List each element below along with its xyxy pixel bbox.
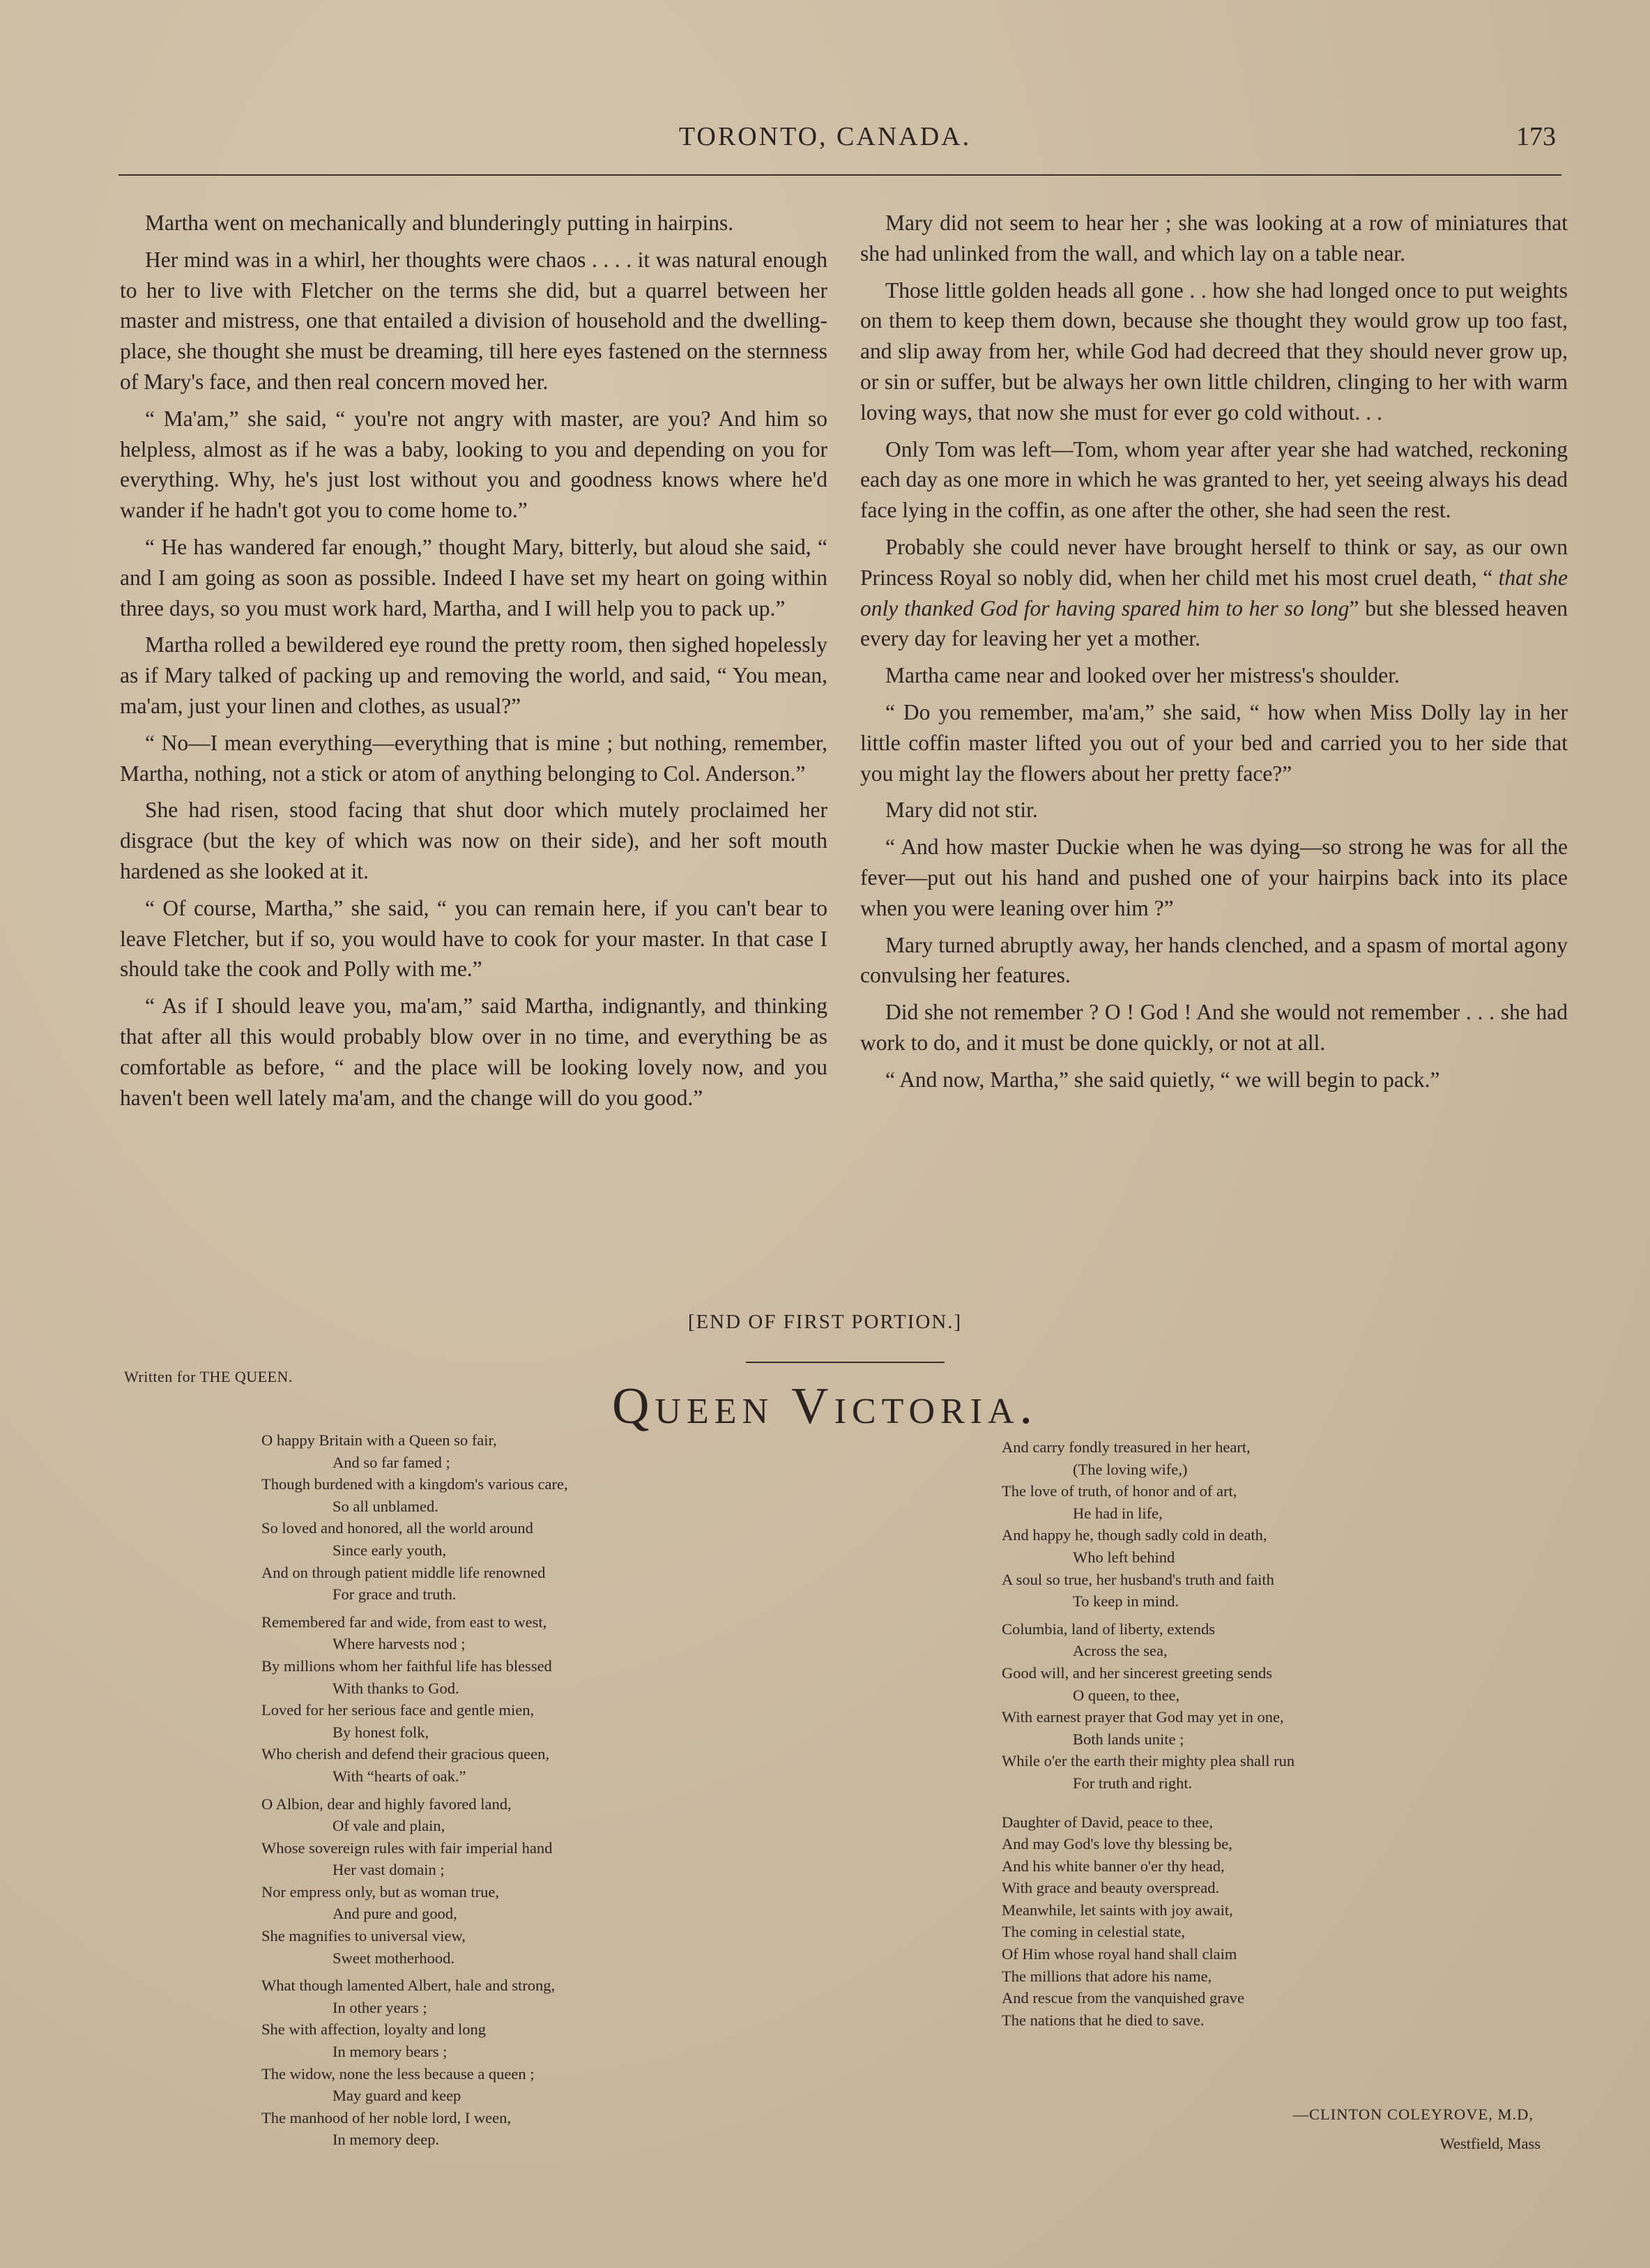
poem-line: With “hearts of oak.” <box>333 1767 466 1785</box>
header-rule <box>119 174 1561 176</box>
poem-line: The manhood of her noble lord, I ween, <box>261 2108 512 2126</box>
poem-line: While o'er the earth their mighty plea shall run <box>1002 1752 1295 1770</box>
story-paragraph: Did she not remember ? O ! God ! And she would not remember . . . she had work to do, and it must be done quickly, or not at all. <box>860 1000 1568 1055</box>
italic-quote: that she only thanked God for having spared him to her so long <box>860 565 1568 621</box>
poem-line: With grace and beauty overspread. <box>1002 1879 1220 1897</box>
poem-line: What though lamented Albert, hale and strong, <box>261 1977 556 1995</box>
poem-line: The coming in celestial state, <box>1002 1923 1186 1941</box>
poem-stanza <box>261 1793 749 1970</box>
poem-line: For truth and right. <box>1073 1774 1193 1792</box>
running-head <box>0 119 1650 160</box>
poem-stanza <box>1002 1618 1490 1795</box>
poem-line: Whose sovereign rules with fair imperial hand <box>261 1839 553 1857</box>
poem-line: And may God's love thy blessing be, <box>1002 1835 1232 1853</box>
story-paragraph: Martha rolled a bewildered eye round the pretty room, then sighed hopelessly as if Mary talked of packing up and removing the world, and said, “ You mean, ma'am, just your linen and clothes, as usual?” <box>120 632 827 718</box>
poem-line: The love of truth, of honor and of art, <box>1002 1482 1237 1500</box>
poem-line: Remembered far and wide, from east to west, <box>261 1613 547 1631</box>
poem-line: O happy Britain with a Queen so fair, <box>261 1431 497 1449</box>
poem-stanza <box>1002 1811 1490 2032</box>
poem-line: And rescue from the vanquished grave <box>1002 1989 1245 2007</box>
poem-line: And so far famed ; <box>333 1453 450 1471</box>
poem-line: So loved and honored, all the world around <box>261 1519 533 1537</box>
end-of-portion-mark: [END OF FIRST PORTION.] <box>687 1311 963 1333</box>
poem-line: In memory deep. <box>333 2131 440 2149</box>
poem-line: And pure and good, <box>333 1905 457 1923</box>
story-paragraph: “ He has wandered far enough,” thought Mary, bitterly, but aloud she said, “ and I am going as soon as possible. Indeed I have set my heart on going within three days, so you must work hard, Martha, and I will help you to pack up.” <box>120 534 827 621</box>
poem-line: Meanwhile, let saints with joy await, <box>1002 1901 1233 1919</box>
story-paragraph: Her mind was in a whirl, her thoughts were chaos . . . . it was natural enough to her to live with Fletcher on the terms she did, but a quarrel between her master and mistress, one that entailed a division of household and the dwelling-place, she thought she must be dreaming, till here eyes fastened on the sternness of Mary's face, and then real concern moved her. <box>120 247 827 394</box>
author-place: Westfield, Mass <box>1439 2135 1541 2152</box>
poem-line: The widow, none the less because a queen ; <box>261 2064 535 2083</box>
poem-line: She magnifies to universal view, <box>261 1927 466 1945</box>
poem-line: Who cherish and defend their gracious queen, <box>261 1745 549 1763</box>
poem-line: To keep in mind. <box>1073 1592 1179 1611</box>
poem-right-column <box>1002 1436 1490 2037</box>
page-number: 173 <box>1516 122 1556 151</box>
poem-line: And carry fondly treasured in her heart, <box>1002 1438 1251 1456</box>
story-paragraph: Mary did not seem to hear her ; she was looking at a row of miniatures that she had unlinked from the wall, and which lay on a table near. <box>860 211 1568 266</box>
poem-line: In other years ; <box>333 1998 427 2016</box>
poem-line: The millions that adore his name, <box>1002 1967 1212 1985</box>
poem-line: So all unblamed. <box>333 1497 438 1515</box>
poem-line: She with affection, loyalty and long <box>261 2020 487 2039</box>
story-paragraph: “ And now, Martha,” she said quietly, “ we will begin to pack.” <box>885 1067 1440 1092</box>
author-name: —CLINTON COLEYROVE, M.D, <box>1292 2106 1534 2123</box>
poem-line: A soul so true, her husband's truth and faith <box>1002 1570 1274 1588</box>
poem-line: With thanks to God. <box>333 1679 459 1697</box>
story-paragraph: Martha went on mechanically and blunderingly putting in hairpins. <box>145 211 734 235</box>
poem-line: Her vast domain ; <box>333 1861 445 1879</box>
poem-title: Queen Victoria. <box>611 1378 1039 1435</box>
poem-line: Though burdened with a kingdom's various care, <box>261 1475 568 1493</box>
story-paragraph: “ Ma'am,” she said, “ you're not angry with master, are you? And him so helpless, almost as if he was a baby, looking to you and depending on you for everything. Why, he's just lost without you and goodness knows where he'd wander if he hadn't got you to come home to.” <box>120 406 827 523</box>
section-divider <box>746 1362 945 1363</box>
story-paragraph: Mary turned abruptly away, her hands clenched, and a spasm of mortal agony convulsing her features. <box>860 932 1568 988</box>
story-left-column <box>120 208 827 1119</box>
story-paragraph: “ Do you remember, ma'am,” she said, “ how when Miss Dolly lay in her little coffin master lifted you out of your bed and carried you to her side that you might lay the flowers about her pretty face?” <box>860 699 1568 786</box>
poem-line: He had in life, <box>1073 1504 1163 1522</box>
poem-line: By honest folk, <box>333 1723 429 1741</box>
poem-line: And on through patient middle life renowned <box>261 1563 546 1581</box>
poem-stanza <box>1002 1436 1490 1613</box>
poem-line: Nor empress only, but as woman true, <box>261 1882 499 1901</box>
running-head-title: TORONTO, CANADA. <box>678 122 972 151</box>
story-paragraph: “ No—I mean everything—everything that is mine ; but nothing, remember, Martha, nothing, not a stick or atom of anything belonging to Col. Anderson.” <box>120 730 827 786</box>
story-paragraph: Mary did not stir. <box>885 798 1038 823</box>
poem-line: May guard and keep <box>333 2087 461 2105</box>
poem-line: By millions whom her faithful life has blessed <box>261 1657 552 1675</box>
poem-line: Both lands unite ; <box>1073 1730 1184 1748</box>
poem-line: Where harvests nod ; <box>333 1635 466 1653</box>
story-paragraph: Only Tom was left—Tom, whom year after year she had watched, reckoning each day as one more in which he was granted to her, yet seeing always his dead face lying in the coffin, as one after the other, she had seen the rest. <box>860 436 1568 523</box>
poem-stanza <box>261 1974 749 2151</box>
story-section <box>120 208 1570 1351</box>
poem-line: With earnest prayer that God may yet in one, <box>1002 1708 1284 1726</box>
story-paragraph: “ Of course, Martha,” she said, “ you can remain here, if you can't bear to leave Fletcher, but if so, you would have to cook for your master. In that case I should take the cook and Polly with me.” <box>120 895 827 982</box>
poem-line: Loved for her serious face and gentle mien, <box>261 1701 535 1719</box>
poem-line: The nations that he died to save. <box>1002 2011 1205 2029</box>
poem-line: For grace and truth. <box>333 1585 457 1604</box>
poem-line: And happy he, though sadly cold in death, <box>1002 1526 1267 1544</box>
poem-left-column <box>261 1429 749 2156</box>
story-paragraph: Those little golden heads all gone . . how she had longed once to put weights on them to keep them down, because she thought they would grow up too fast, and slip away from her, while God had decreed that they should never grow up, or sin or suffer, but be always her own little children, clinging to her with warm loving ways, that now she must for ever go cold without. . . <box>860 277 1568 425</box>
poem-line: Of Him whose royal hand shall claim <box>1002 1945 1237 1963</box>
poem-line: Good will, and her sincerest greeting sends <box>1002 1664 1273 1682</box>
paragraph-text: Probably she could never have brought herself to think or say, as our own Princess Royal so nobly did, when her child met his most cruel death, “ <box>860 534 1568 590</box>
poem-line: Columbia, land of liberty, extends <box>1002 1620 1215 1638</box>
poem-line: O queen, to thee, <box>1073 1686 1180 1704</box>
story-paragraph: Martha came near and looked over her mistress's shoulder. <box>885 663 1400 688</box>
poem-line: Sweet motherhood. <box>333 1949 454 1967</box>
poem-line: Since early youth, <box>333 1541 447 1559</box>
poem-line: Across the sea, <box>1073 1642 1168 1660</box>
story-right-column <box>860 208 1568 1102</box>
paragraph-text: ” but she blessed heaven every day for leaving her yet a mother. <box>860 595 1568 651</box>
poem-line: Who left behind <box>1073 1548 1175 1566</box>
poem-line: And his white banner o'er thy head, <box>1002 1857 1225 1875</box>
story-paragraph: “ As if I should leave you, ma'am,” said Martha, indignantly, and thinking that after all this would probably blow over in no time, and everything be as comfortable as before, “ and the place will be looking lovely now, and you haven't been well lately ma'am, and the change will do you good.” <box>120 994 827 1110</box>
story-paragraph: She had risen, stood facing that shut door which mutely proclaimed her disgrace (but the key of which was now on their side), and her soft mouth hardened as she looked at it. <box>120 798 827 883</box>
poem-signature <box>1185 2100 1568 2159</box>
poem-line: In memory bears ; <box>333 2043 448 2061</box>
poem-stanza <box>261 1611 749 1788</box>
poem-line: O Albion, dear and highly favored land, <box>261 1795 512 1813</box>
written-for-credit: Written for THE QUEEN. <box>124 1368 293 1385</box>
story-paragraph-with-quote <box>860 532 1568 654</box>
poem-line: (The loving wife,) <box>1073 1460 1188 1478</box>
poem-line: Daughter of David, peace to thee, <box>1002 1813 1213 1831</box>
poem-line: Of vale and plain, <box>333 1817 445 1835</box>
poem-stanza <box>261 1429 749 1606</box>
story-paragraph: “ And how master Duckie when he was dying—so strong he was for all the fever—put out his hand and pushed one of your hairpins back into its place when you were leaning over him ?” <box>860 835 1568 920</box>
